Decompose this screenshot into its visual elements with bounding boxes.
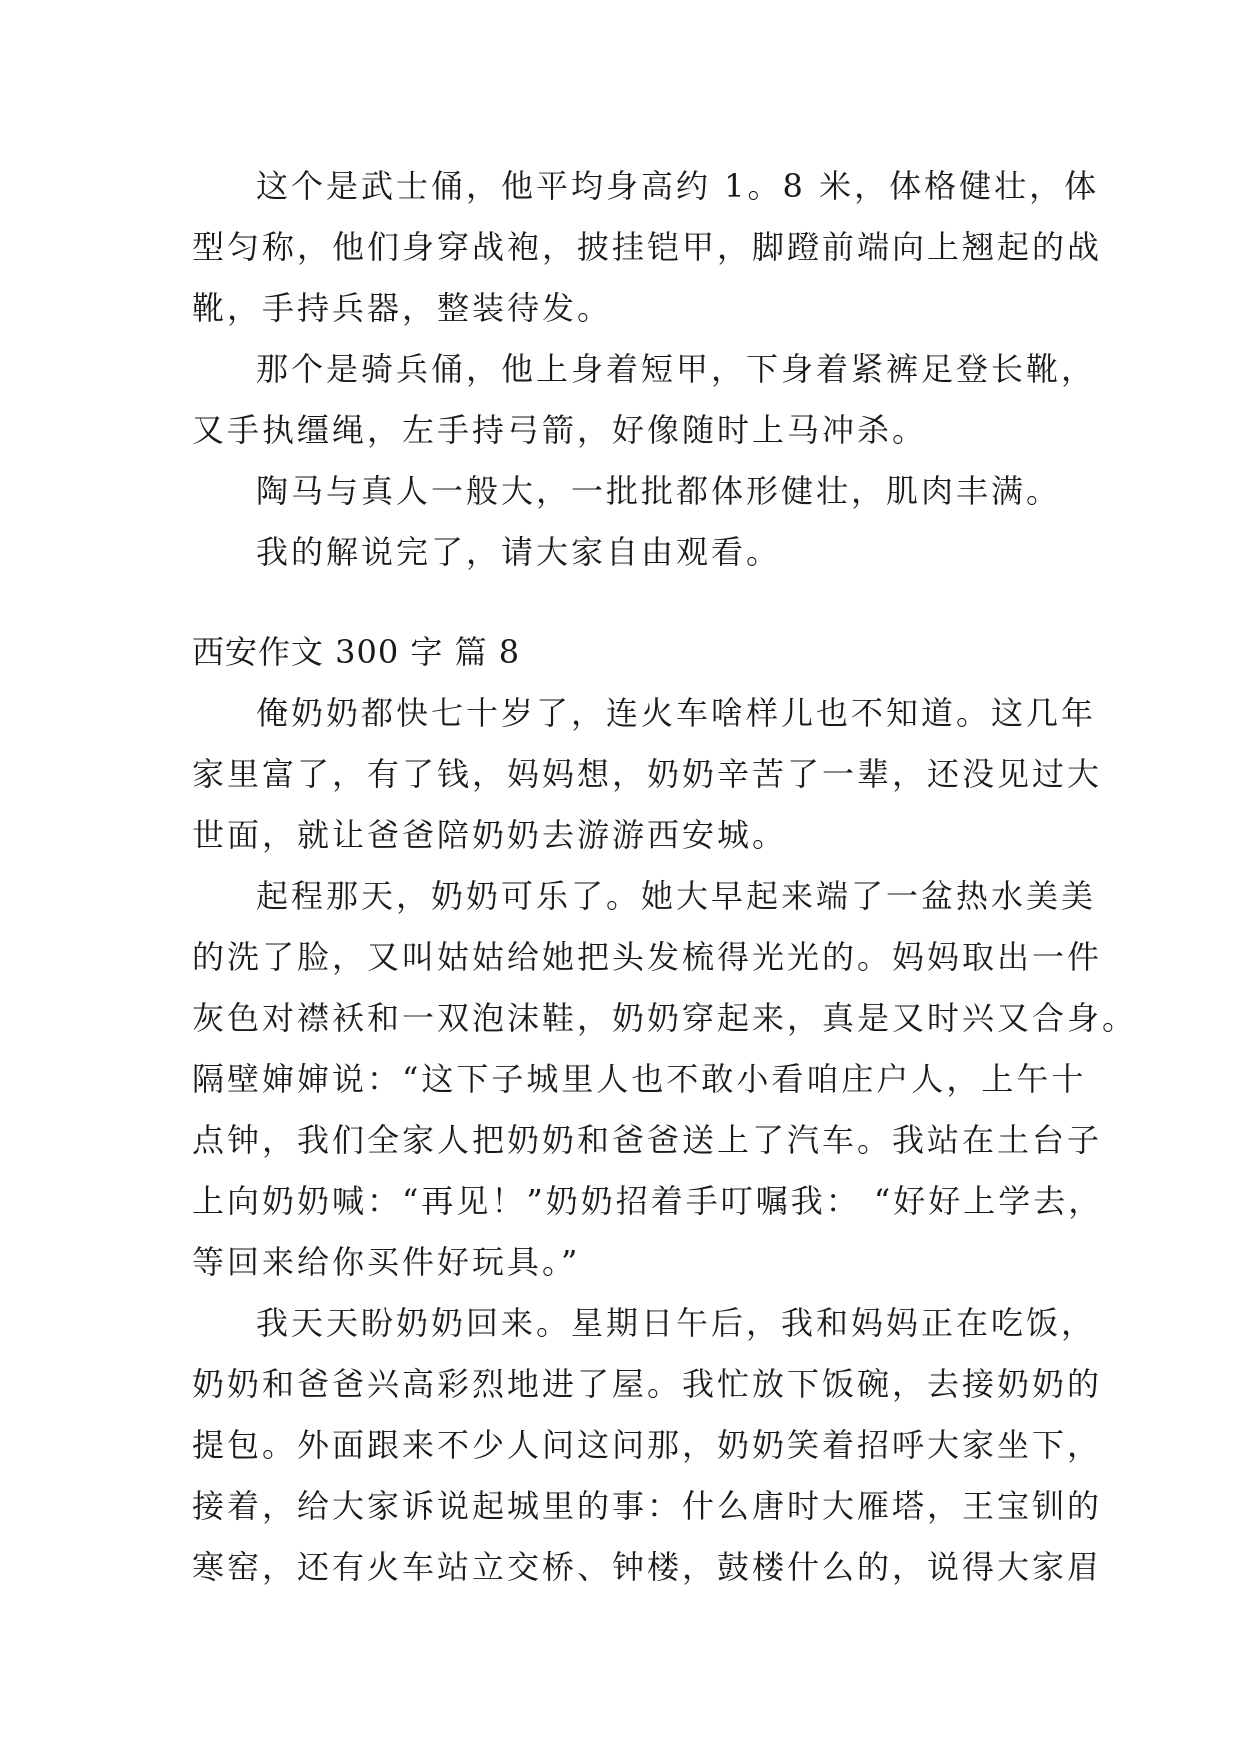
paragraph-2-line-1: 那个是骑兵俑，他上身着短甲，下身着紧裤足登长靴， (256, 350, 1097, 388)
paragraph-6-line-6: 上向奶奶喊：“再见！”奶奶招着手叮嘱我： “好好上学去， (192, 1182, 1104, 1220)
paragraph-6-line-1: 起程那天，奶奶可乐了。她大早起来端了一盆热水美美 (256, 877, 1097, 915)
paragraph-7-line-1: 我天天盼奶奶回来。星期日午后，我和妈妈正在吃饭， (256, 1304, 1097, 1342)
paragraph-7-line-2: 奶奶和爸爸兴高彩烈地进了屋。我忙放下饭碗，去接奶奶的 (192, 1365, 1103, 1403)
paragraph-7-line-5: 寒窑，还有火车站立交桥、钟楼，鼓楼什么的，说得大家眉 (192, 1548, 1103, 1586)
paragraph-7-line-4: 接着，给大家诉说起城里的事：什么唐时大雁塔，王宝钏的 (192, 1487, 1103, 1525)
paragraph-1-line-2: 型匀称，他们身穿战袍，披挂铠甲，脚蹬前端向上翘起的战 (192, 228, 1103, 266)
paragraph-1-line-3: 靴，手持兵器，整装待发。 (192, 289, 613, 327)
paragraph-6-line-2: 的洗了脸，又叫姑姑给她把头发梳得光光的。妈妈取出一件 (192, 938, 1103, 976)
paragraph-5-line-2: 家里富了，有了钱，妈妈想，奶奶辛苦了一辈，还没见过大 (192, 755, 1103, 793)
paragraph-6-line-4: 隔壁婶婶说：“这下子城里人也不敢小看咱庄户人，上午十 (192, 1060, 1087, 1098)
paragraph-6-line-7: 等回来给你买件好玩具。” (192, 1243, 581, 1281)
section-heading: 西安作文 300 字 篇 8 (192, 633, 521, 671)
paragraph-6-line-5: 点钟，我们全家人把奶奶和爸爸送上了汽车。我站在土台子 (192, 1121, 1103, 1159)
paragraph-7-line-3: 提包。外面跟来不少人问这问那，奶奶笑着招呼大家坐下， (192, 1426, 1103, 1464)
paragraph-3-line-1: 陶马与真人一般大，一批批都体形健壮，肌肉丰满。 (256, 472, 1062, 510)
paragraph-1-line-1: 这个是武士俑，他平均身高约 1。8 米，体格健壮，体 (256, 167, 1100, 205)
paragraph-4-line-1: 我的解说完了，请大家自由观看。 (256, 533, 782, 571)
paragraph-5-line-3: 世面，就让爸爸陪奶奶去游游西安城。 (192, 816, 788, 854)
paragraph-2-line-2: 又手执缰绳，左手持弓箭，好像随时上马冲杀。 (192, 411, 928, 449)
paragraph-5-line-1: 俺奶奶都快七十岁了，连火车啥样儿也不知道。这几年 (256, 694, 1097, 732)
paragraph-6-line-3: 灰色对襟袄和一双泡沫鞋，奶奶穿起来，真是又时兴又合身。 (192, 999, 1138, 1037)
